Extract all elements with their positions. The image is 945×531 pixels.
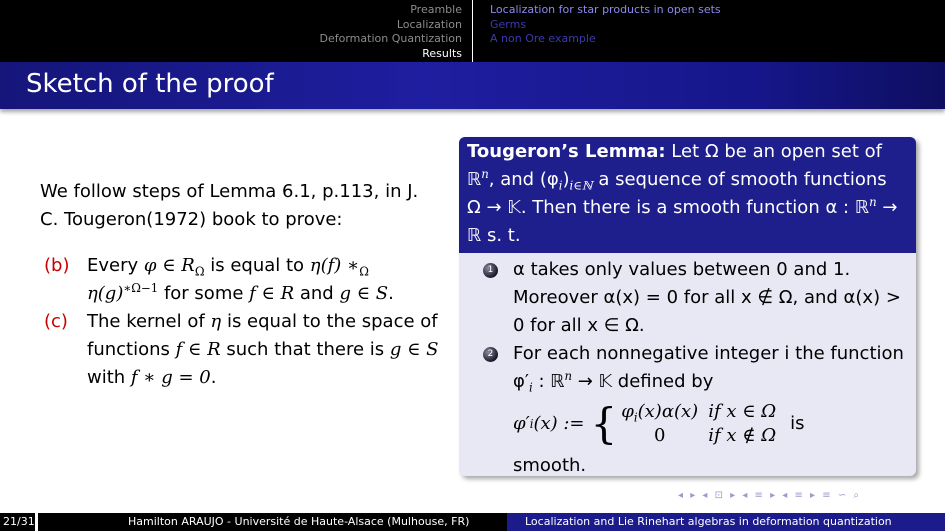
page-progress-bar: [35, 513, 38, 531]
footer-title-box: [507, 513, 945, 531]
subsection-link-non-ore-example[interactable]: A non Ore example: [490, 32, 596, 45]
item-label: (c): [44, 311, 68, 332]
left-brace: {: [590, 399, 618, 448]
case-value: 0: [654, 425, 666, 446]
enum-text: is: [790, 413, 805, 434]
item-text: .: [210, 367, 217, 388]
piecewise-formula: φ′ i (x) := { $\varphi_i(x)\alpha(x)$ if x ∈ Ω 0 if x ∉ Ω is: [513, 399, 805, 448]
enum-math-superscript: n: [564, 369, 573, 383]
item-math: η(g): [87, 283, 124, 304]
subsection-link-germs[interactable]: Germs: [490, 17, 527, 31]
item-math: f ∗ g = 0: [130, 367, 211, 388]
item-text: with: [87, 367, 131, 388]
case-row: [621, 424, 786, 448]
lemma-math-superscript: n: [481, 167, 489, 181]
headline-divider: [472, 0, 473, 62]
enum-text: For each nonnegative integer i the function φ′: [513, 343, 904, 392]
item-math-subscript: Ω: [194, 264, 205, 279]
case-value-text: (x)α(x): [637, 401, 699, 422]
section-link-localization[interactable]: Localization: [396, 17, 462, 31]
enum-text: → 𝕂 defined by: [572, 371, 714, 392]
lemma-math-superscript: n: [869, 195, 877, 209]
enum-text: smooth.: [513, 455, 587, 476]
section-link-deformation-quantization[interactable]: Deformation Quantization: [319, 32, 462, 45]
enum-item-1: [483, 256, 904, 340]
lemma-text: Let Ω be an open set of ℝ: [467, 141, 882, 190]
footer-author: Hamilton ARAUJO - Université de Haute-Alsace (Mulhouse, FR): [128, 515, 470, 528]
enum-text: : ℝ: [532, 371, 565, 392]
item-math: φ ∈ R: [143, 255, 195, 276]
page-number: 21/31: [3, 515, 35, 528]
item-text: is equal to: [204, 255, 310, 276]
lemma-block: [459, 137, 916, 476]
lemma-text: → ℝ s. t.: [467, 197, 898, 246]
case-value: [621, 400, 708, 424]
item-list: [44, 252, 444, 392]
item-b: [44, 252, 444, 308]
item-text: The kernel of: [87, 311, 211, 332]
enum-item-2: [483, 340, 904, 476]
lemma-text: a sequence of smooth functions Ω → 𝕂. Then there is a smooth function α : ℝ: [467, 169, 887, 218]
headline-bar: [0, 0, 945, 62]
subsection-link-localization-star-products[interactable]: Localization for star products in open sets: [490, 3, 721, 16]
frame-title-bar: [0, 62, 945, 109]
section-link-preamble[interactable]: Preamble: [410, 3, 462, 16]
case-condition: if x ∉ Ω: [708, 425, 777, 446]
section-nav: [0, 0, 462, 61]
item-math: g ∈ S: [339, 283, 389, 304]
footline: [0, 513, 945, 531]
lemma-math-subscript: i: [558, 178, 563, 193]
item-c: [44, 308, 444, 392]
lemma-name: Tougeron’s Lemma:: [467, 141, 666, 162]
item-math-subscript: Ω: [359, 264, 369, 279]
enum-ball-icon: 2: [483, 347, 498, 362]
formula-lhs: (x) :=: [533, 413, 585, 434]
case-condition: if x ∈ Ω: [708, 401, 777, 422]
subsection-nav: [490, 3, 721, 47]
item-text: Every: [87, 255, 144, 276]
lemma-text: , and (φ: [488, 169, 559, 190]
item-text: and: [294, 283, 340, 304]
item-text: is equal to the space of functions: [87, 311, 438, 360]
item-math: η(f) ∗: [309, 255, 360, 276]
item-math-superscript: ∗Ω−1: [123, 281, 159, 295]
item-math: g ∈ S: [389, 339, 439, 360]
lemma-block-body: [459, 253, 916, 476]
item-math: f ∈ R: [249, 283, 295, 304]
enum-math-subscript: i: [528, 380, 533, 395]
case-row: [621, 400, 786, 424]
cases-table: [621, 400, 786, 448]
lemma-text: ): [562, 169, 570, 190]
item-text: such that there is: [220, 339, 390, 360]
enum-ball-icon: 1: [483, 263, 498, 278]
frame-title: Sketch of the proof: [26, 69, 274, 99]
intro-text: We follow steps of Lemma 6.1, p.113, in J. C. Tougeron(1972) book to prove:: [40, 181, 419, 230]
lemma-math-subscript: i∈ℕ: [569, 178, 593, 193]
footer-title: Localization and Lie Rinehart algebras in deformation quantization: [525, 515, 892, 528]
section-link-results[interactable]: Results: [422, 46, 462, 60]
item-label: (b): [44, 255, 70, 276]
case-value-subscript: i: [633, 410, 638, 425]
beamer-navigation-icons[interactable]: ◂ ▸ ◂ ⊡ ▸ ◂ ≡ ▸ ◂ ≡ ▸ ≡ ∽ ⌕: [678, 490, 861, 501]
case-value-text: φ: [621, 401, 634, 422]
item-text: for some: [158, 283, 250, 304]
item-text: .: [388, 283, 394, 304]
enum-text: α takes only values between 0 and 1. Moreover α(x) = 0 for all x ∉ Ω, and α(x) > 0 for all x ∈ Ω.: [513, 259, 901, 336]
formula-lhs: φ′: [513, 413, 530, 434]
item-math: f ∈ R: [175, 339, 221, 360]
item-math: η: [210, 311, 222, 332]
lemma-block-title: [459, 137, 916, 253]
